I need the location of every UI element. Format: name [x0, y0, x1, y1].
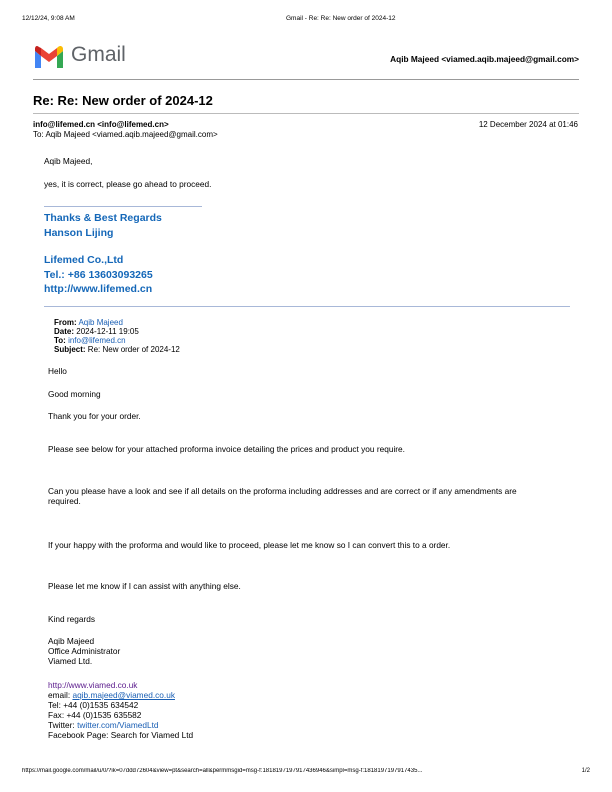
- quoted-tel: Tel: +44 (0)1535 634542: [48, 700, 139, 710]
- sig-regards: Thanks & Best Regards: [44, 212, 162, 224]
- quoted-from: From: Aqib Majeed: [54, 318, 123, 327]
- quoted-para3: If your happy with the proforma and would like to proceed, please let me know so I can convert this to a order.: [48, 540, 451, 550]
- recipient: To: Aqib Majeed <viamed.aqib.majeed@gmail.com>: [33, 130, 218, 139]
- quoted-date: Date: 2024-12-11 19:05: [54, 327, 139, 336]
- quoted-sig-name: Aqib Majeed: [48, 636, 95, 646]
- sender[interactable]: info@lifemed.cn <info@lifemed.cn>: [33, 120, 169, 129]
- account-name: Aqib Majeed <viamed.aqib.majeed@gmail.com>: [390, 54, 579, 64]
- quoted-twitter: Twitter: twitter.com/ViamedLtd: [48, 720, 159, 730]
- print-url: https://mail.google.com/mail/u/0/?ik=07ddd72604&view=pt&search=all&permmsgid=msg-f:1818197197917436946&simpl=msg-f:1818197197917435...: [22, 768, 423, 774]
- quoted-from-link[interactable]: Aqib Majeed: [78, 318, 123, 327]
- reply-line: yes, it is correct, please go ahead to proceed.: [44, 179, 212, 189]
- quoted-web-link[interactable]: http://www.viamed.co.uk: [48, 680, 138, 690]
- quoted-hello: Hello: [48, 366, 67, 376]
- quoted-para1: Please see below for your attached proforma invoice detailing the prices and product you require.: [48, 444, 405, 454]
- sig-company: Lifemed Co.,Ltd: [44, 254, 124, 266]
- gmail-logo-text: Gmail: [71, 43, 126, 66]
- quoted-to: To: info@lifemed.cn: [54, 336, 126, 345]
- quoted-para2: Can you please have a look and see if all details on the proforma including addresses and are correct or if any amendments are required.: [48, 486, 517, 506]
- message-date: 12 December 2024 at 01:46: [478, 120, 578, 129]
- quote-divider: [44, 306, 570, 307]
- quoted-twitter-link[interactable]: twitter.com/ViamedLtd: [77, 720, 159, 730]
- quoted-facebook: Facebook Page: Search for Viamed Ltd: [48, 730, 194, 740]
- quoted-sig-company: Viamed Ltd.: [48, 656, 93, 666]
- quoted-morning: Good morning: [48, 389, 101, 399]
- gmail-logo-icon: [33, 44, 65, 69]
- greeting: Aqib Majeed,: [44, 156, 93, 166]
- print-title: Gmail - Re: Re: New order of 2024-12: [286, 15, 396, 22]
- quoted-email-link[interactable]: aqib.majeed@viamed.co.uk: [72, 690, 175, 700]
- quoted-para4: Please let me know if I can assist with anything else.: [48, 581, 241, 591]
- email-subject: Re: Re: New order of 2024-12: [33, 93, 213, 108]
- header-divider: [33, 79, 579, 80]
- quoted-sig-role: Office Administrator: [48, 646, 121, 656]
- sig-tel: Tel.: +86 13603093265: [44, 269, 153, 281]
- sig-name: Hanson Lijing: [44, 227, 114, 239]
- sig-web-link[interactable]: http://www.lifemed.cn: [44, 283, 153, 295]
- quoted-kind-regards: Kind regards: [48, 614, 96, 624]
- quoted-to-link[interactable]: info@lifemed.cn: [68, 336, 126, 345]
- quoted-thanks: Thank you for your order.: [48, 411, 141, 421]
- print-page-number: 1/2: [581, 768, 590, 774]
- print-datetime: 12/12/24, 9:08 AM: [22, 15, 75, 22]
- signature-divider: [44, 206, 202, 207]
- quoted-email: email: aqib.majeed@viamed.co.uk: [48, 690, 175, 700]
- quoted-subject: Subject: Re: New order of 2024-12: [54, 345, 180, 354]
- subject-divider: [33, 113, 579, 114]
- quoted-fax: Fax: +44 (0)1535 635582: [48, 710, 142, 720]
